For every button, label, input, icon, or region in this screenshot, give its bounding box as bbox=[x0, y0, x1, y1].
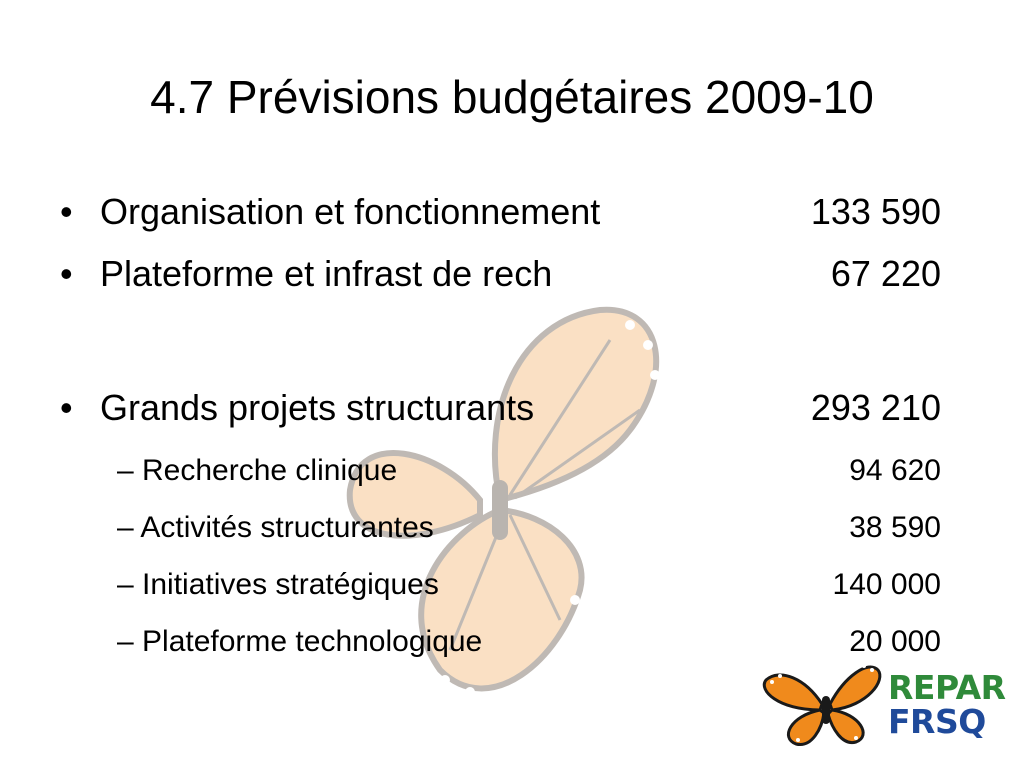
logo-repar-text: REPAR bbox=[888, 668, 1006, 707]
budget-item-label: Organisation et fonctionnement bbox=[100, 191, 601, 232]
budget-subitem-label: – Plateforme technologique bbox=[117, 625, 483, 658]
budget-subitem-value: 20 000 bbox=[849, 625, 941, 658]
budget-item bbox=[60, 384, 941, 432]
budget-subitem-value: 140 000 bbox=[832, 568, 941, 601]
budget-item-value: 67 220 bbox=[830, 253, 941, 294]
budget-item-value: 133 590 bbox=[810, 191, 941, 232]
bullet-marker: • bbox=[60, 253, 73, 294]
budget-subitem bbox=[117, 451, 941, 491]
bullet-marker: • bbox=[60, 387, 73, 428]
budget-item bbox=[60, 250, 941, 298]
budget-subitem bbox=[117, 508, 941, 548]
budget-item-label: Plateforme et infrast de rech bbox=[100, 253, 553, 294]
budget-subitem-label: – Initiatives stratégiques bbox=[117, 568, 439, 601]
budget-item bbox=[60, 188, 941, 236]
budget-subitem-label: – Activités structurantes bbox=[117, 511, 434, 544]
bullet-marker: • bbox=[60, 191, 73, 232]
budget-item-label: Grands projets structurants bbox=[100, 387, 535, 428]
budget-subitem bbox=[117, 622, 941, 662]
budget-subitem bbox=[117, 565, 941, 605]
slide-title: 4.7 Prévisions budgétaires 2009-10 bbox=[150, 71, 874, 123]
budget-subitem-label: – Recherche clinique bbox=[117, 454, 398, 487]
budget-item-value: 293 210 bbox=[810, 387, 941, 428]
budget-subitem-value: 38 590 bbox=[849, 511, 941, 544]
budget-subitem-value: 94 620 bbox=[849, 454, 941, 487]
butterfly-icon bbox=[760, 658, 1010, 750]
logo-frsq-text: FRSQ bbox=[888, 702, 986, 741]
